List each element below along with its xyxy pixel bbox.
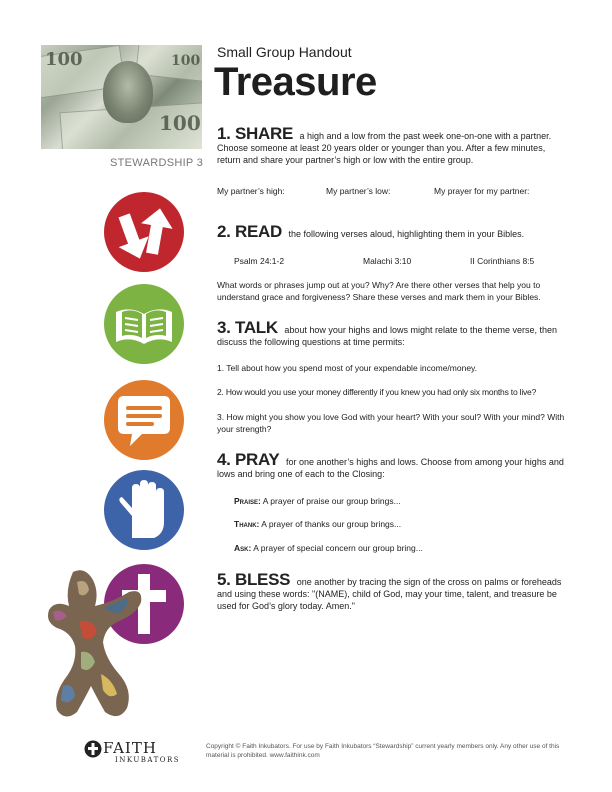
page-title: Treasure [214,60,377,104]
ask-text: A prayer of special concern our group bring... [253,543,423,553]
bless-heading: 5. BLESS [217,570,291,589]
talk-question-2: 2. How would you use your money differently if you knew you had only six months to live? [217,387,537,397]
verse-malachi: Malachi 3:10 [363,256,412,266]
praying-hand-icon [102,468,186,552]
copyright-notice [206,742,566,760]
prompt-partner-high: My partner’s high: [217,186,285,196]
prompt-partner-prayer: My prayer for my partner: [434,186,530,196]
share-heading: 1. SHARE [217,124,294,143]
faith-inkubators-logo-icon [84,740,102,758]
verse-corinthians: II Corinthians 8:5 [470,256,535,266]
pray-text: for one another’s highs and lows. Choose from among your highs and lows and bring one of each to the Closing: [217,457,564,479]
thank-label: Thank: [234,519,260,529]
pray-heading: 4. PRAY [217,450,280,469]
read-heading: 2. READ [217,222,282,241]
page-subtitle: Small Group Handout [217,44,352,60]
series-label: STEWARDSHIP 3 [110,157,204,169]
logo-sub-text: INKUBATORS [115,756,181,764]
share-text: a high and a low from the past week one-on-one with a partner. Choose someone at least 20 years older or younger than you. After a few minutes, return and share your partner’s high or low with the entire group. [217,131,552,165]
read-section [217,222,569,241]
praise-text: A prayer of praise our group brings... [262,496,401,506]
prompt-partner-low: My partner’s low: [326,186,391,196]
footer-url[interactable]: www.faithink.com [269,752,320,759]
read-text: the following verses aloud, highlighting them in your Bibles. [288,229,525,239]
book-icon [102,282,186,366]
talk-text: about how your highs and lows might relate to the theme verse, then discuss the following questions at time permits: [217,325,558,347]
pray-section [217,450,569,480]
money-photo: 100 100 100 [41,45,202,149]
thank-text: A prayer of thanks our group brings... [261,519,402,529]
mosaic-figure [43,562,163,727]
bless-section [217,570,569,612]
ask-label: Ask: [234,543,252,553]
logo-main-text: FAITH [103,739,157,757]
talk-question-3: 3. How might you show you love God with your heart? With your soul? With your mind? With your strength? [217,412,565,434]
read-followup: What words or phrases jump out at you? Why? Are there other verses that help you to understand grace and forgiveness? Share these verses and mark them in your Bibles. [217,280,541,302]
pray-thank [234,519,401,529]
bless-text: one another by tracing the sign of the cross on palms or foreheads and using these words: "(NAME), child of God, may your time, talent, and treasure be used for God’s glory today. Amen." [217,577,562,611]
verse-psalm: Psalm 24:1-2 [234,256,285,266]
talk-heading: 3. TALK [217,318,278,337]
pray-praise [234,496,401,506]
copyright-text: Copyright © Faith Inkubators. For use by Faith Inkubators “Stewardship” current yearly members only. Any other use of this material is prohibited. [206,743,560,759]
speech-bubble-icon [102,378,186,462]
talk-question-1: 1. Tell about how you spend most of your expendable income/money. [217,363,478,373]
pray-ask [234,543,423,553]
arrows-icon [102,190,186,274]
talk-section [217,318,569,348]
praise-label: Praise: [234,496,261,506]
share-section [217,124,569,166]
